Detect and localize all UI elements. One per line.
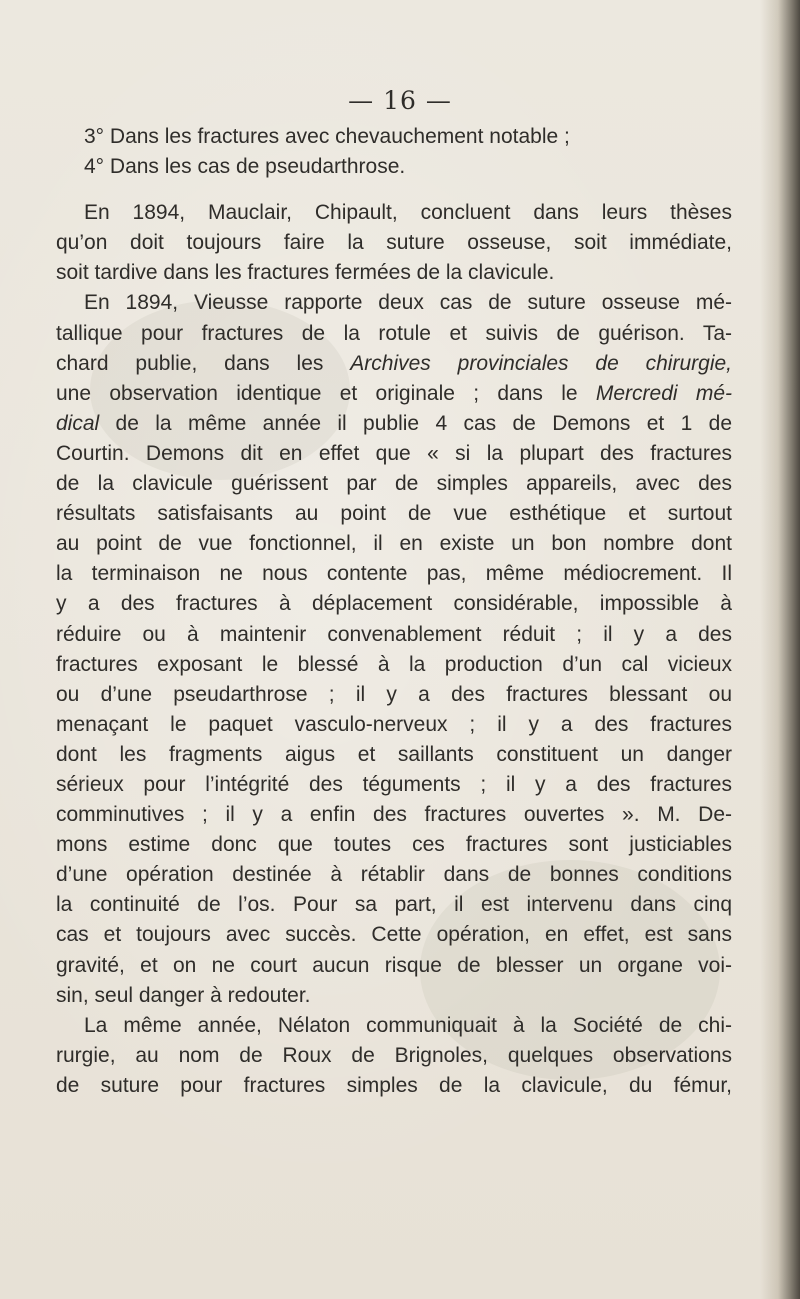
paragraph-line: résultats satisfaisants au point de vue esthétique et surtout: [56, 502, 732, 526]
paragraph-line: réduire ou à maintenir convenablement réduit ; il y a des: [56, 622, 732, 646]
paragraph-line: gravité, et on ne court aucun risque de blesser un organe voi-: [56, 953, 732, 977]
paragraph-line: chard publie, dans les Archives provinciales de chirurgie,: [56, 351, 732, 375]
paragraph-line: comminutives ; il y a enfin des fractures ouvertes ». M. De-: [56, 803, 732, 827]
paragraph-line: sérieux pour l’intégrité des téguments ; il y a des fractures: [56, 772, 732, 796]
page-edge-shadow: [760, 0, 800, 1299]
paragraph-line: En 1894, Vieusse rapporte deux cas de suture osseuse mé-: [84, 291, 732, 315]
paragraph-line: fractures exposant le blessé à la production d’un cal vicieux: [56, 652, 732, 676]
paragraph-line: une observation identique et originale ; dans le Mercredi mé-: [56, 381, 733, 405]
paragraph-line: sin, seul danger à redouter.: [56, 983, 311, 1007]
paragraph-line: de la clavicule guérissent par de simples appareils, avec des: [56, 472, 732, 496]
paragraph-line: soit tardive dans les fractures fermées de la clavicule.: [56, 261, 555, 285]
body-text: [56, 122, 732, 1101]
paragraph-line: menaçant le paquet vasculo-nerveux ; il y a des fractures: [56, 712, 732, 736]
paragraph-line: cas et toujours avec succès. Cette opération, en effet, est sans: [56, 923, 732, 947]
paragraph-line: rurgie, au nom de Roux de Brignoles, quelques observations: [56, 1043, 732, 1067]
journal-title: Mercredi mé-: [595, 381, 733, 405]
page-number: — 16 —: [348, 86, 452, 115]
paragraph-line: y a des fractures à déplacement considérable, impossible à: [56, 592, 732, 616]
paragraph-line: La même année, Nélaton communiquait à la Société de chi-: [84, 1013, 732, 1037]
journal-title: dical: [56, 411, 100, 435]
paragraph-line: au point de vue fonctionnel, il en existe un bon nombre dont: [56, 532, 732, 556]
paragraph-line: la continuité de l’os. Pour sa part, il est intervenu dans cinq: [56, 893, 732, 917]
paragraph-line: de suture pour fractures simples de la clavicule, du fémur,: [56, 1073, 732, 1097]
paragraph-line: la terminaison ne nous contente pas, même médiocrement. Il: [56, 562, 732, 586]
list-item: 3° Dans les fractures avec chevauchement notable ;: [84, 125, 570, 148]
paragraph-line: ou d’une pseudarthrose ; il y a des fractures blessant ou: [56, 682, 732, 706]
paragraph-line: tallique pour fractures de la rotule et suivis de guérison. Ta-: [56, 321, 732, 345]
paragraph-line: qu’on doit toujours faire la suture osseuse, soit immédiate,: [56, 231, 732, 255]
journal-title: Archives provinciales de chirurgie,: [350, 351, 732, 375]
paragraph-line: dont les fragments aigus et saillants constituent un danger: [56, 742, 732, 766]
paragraph-line: mons estime donc que toutes ces fractures sont justiciables: [56, 833, 732, 857]
paragraph-line: En 1894, Mauclair, Chipault, concluent dans leurs thèses: [84, 201, 732, 225]
list-item: 4° Dans les cas de pseudarthrose.: [84, 155, 406, 179]
paragraph-line: Courtin. Demons dit en effet que « si la plupart des fractures: [56, 441, 732, 465]
paragraph-line: d’une opération destinée à rétablir dans de bonnes conditions: [56, 863, 732, 887]
paragraph-line: dical de la même année il publie 4 cas de Demons et 1 de: [56, 411, 732, 435]
